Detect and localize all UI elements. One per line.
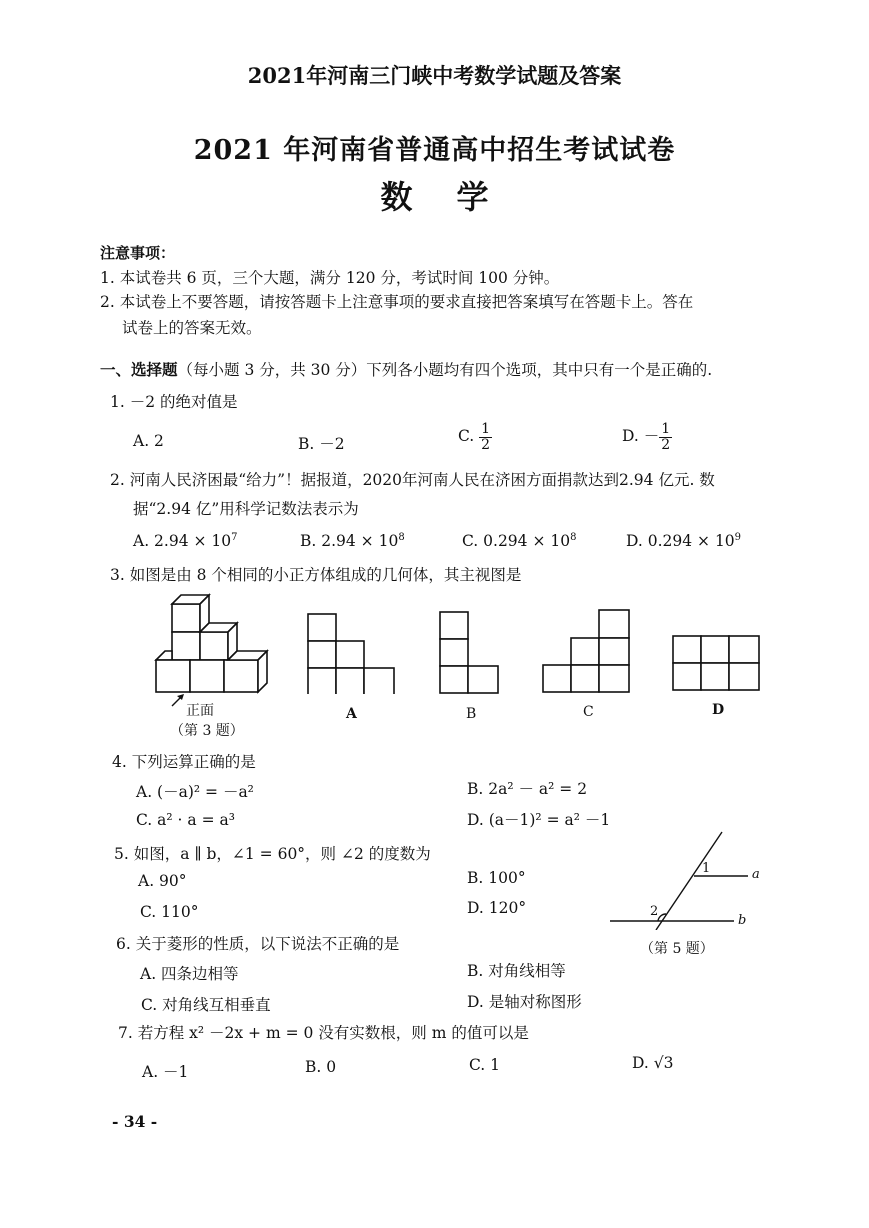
section-1-header — [100, 358, 712, 380]
q1-option-c-fraction: $\frac{1}{2}$ — [481, 421, 491, 453]
line-b-label: b — [738, 913, 747, 928]
q6-option-b: B. 对角线相等 — [467, 962, 566, 980]
q3-solid-figure — [150, 590, 270, 708]
q5-option-c: C. 110° — [140, 903, 199, 921]
angle-1-label: 1 — [702, 861, 711, 876]
section-1-label: 一、选择题 — [100, 360, 178, 379]
q2-option-b: B. $2.94 \times 10^8$ — [300, 532, 405, 551]
q3-option-b-label: B — [466, 706, 477, 722]
q1-stem: 1. －2 的绝对值是 — [110, 393, 238, 411]
exam-title: 2021 年河南省普通高中招生考试试卷 — [193, 135, 676, 166]
q6-option-c: C. 对角线互相垂直 — [141, 996, 271, 1014]
q4-option-d: D. (a－1)² = a² －1 — [467, 811, 611, 829]
cube-top-face — [156, 651, 172, 660]
q6-option-a: A. 四条边相等 — [140, 965, 239, 983]
q3-stem: 3. 如图是由 8 个相同的小正方体组成的几何体，其主视图是 — [110, 566, 522, 584]
q3-figure-caption: （第 3 题） — [170, 723, 244, 739]
q7-option-a: A. －1 — [142, 1063, 189, 1081]
q7-stem: 7. 若方程 x² －2x + m = 0 没有实数根，则 m 的值可以是 — [118, 1024, 529, 1042]
q3-option-d-label: D — [712, 702, 725, 718]
cube-front-face — [200, 632, 228, 660]
q5-option-d: D. 120° — [467, 899, 527, 917]
transversal-line — [656, 832, 722, 930]
notice-item-2-line1: 2. 本试卷上不要答题，请按答题卡上注意事项的要求直接把答案填写在答题卡上。答在 — [100, 293, 694, 311]
q1-option-b: B. －2 — [298, 435, 345, 453]
cube-front-face — [190, 660, 224, 692]
q7-option-b: B. 0 — [305, 1058, 337, 1076]
line-a-label: a — [752, 867, 760, 882]
angle-2-label: 2 — [650, 904, 659, 919]
notice-heading: 注意事项： — [100, 244, 176, 262]
q1-option-d — [622, 422, 672, 452]
q4-option-b: B. 2a² － a² = 2 — [467, 780, 588, 798]
q3-option-a-label: A — [346, 706, 357, 722]
notice-item-2-line2: 试卷上的答案无效。 — [122, 319, 262, 337]
section-1-desc: （每小题 3 分，共 30 分）下列各小题均有四个选项，其中只有一个是正确的. — [177, 361, 713, 379]
q5-figure — [606, 826, 776, 930]
q3-option-c-label: C — [583, 704, 594, 720]
q3-option-b-figure — [438, 608, 502, 694]
q5-stem: 5. 如图，a ∥ b，∠1 = 60°，则 ∠2 的度数为 — [114, 845, 431, 863]
q7-option-c: C. 1 — [469, 1056, 501, 1074]
q7-option-d: D. √3 — [632, 1054, 674, 1072]
cube-front-face — [224, 660, 258, 692]
q4-option-a: A. (－a)² = －a² — [136, 783, 254, 801]
cube-front-face — [172, 632, 200, 660]
document-title: 2021年河南三门峡中考数学试题及答案 — [247, 63, 622, 88]
q2-option-c: C. $0.294 \times 10^8$ — [462, 532, 577, 551]
q6-stem: 6. 关于菱形的性质，以下说法不正确的是 — [116, 935, 400, 953]
q5-option-b: B. 100° — [467, 869, 526, 887]
q6-option-d: D. 是轴对称图形 — [467, 993, 582, 1011]
q4-option-c: C. a² · a = a³ — [136, 811, 235, 829]
q2-stem-line2: 据“2.94 亿”用科学记数法表示为 — [133, 500, 359, 518]
page-number: - 34 - — [112, 1112, 158, 1131]
q2-option-d: D. $0.294 \times 10^9$ — [626, 532, 742, 551]
q5-option-a: A. 90° — [138, 872, 187, 890]
q4-stem: 4. 下列运算正确的是 — [112, 753, 256, 771]
cube-front-face — [172, 604, 200, 632]
q3-option-a-figure — [306, 610, 400, 694]
q3-option-d-figure — [671, 632, 763, 692]
q1-option-c — [458, 422, 492, 452]
q1-option-d-prefix: D. － — [622, 427, 660, 446]
q3-option-c-figure — [541, 606, 633, 694]
q2-stem-line1: 2. 河南人民济困最“给力”！据报道，2020年河南人民在济困方面捐款达到2.94 亿元. 数 — [110, 471, 715, 489]
q3-front-label: 正面 — [186, 703, 214, 719]
q1-option-d-fraction: $\frac{1}{2}$ — [661, 421, 671, 453]
subject-title: 数学 — [380, 178, 533, 216]
q2-option-a: A. $2.94 \times 10^7$ — [133, 532, 238, 551]
cube-front-face — [156, 660, 190, 692]
q1-option-a: A. 2 — [133, 432, 164, 450]
q1-option-c-prefix: C. — [458, 427, 475, 446]
q5-figure-caption: （第 5 题） — [640, 941, 714, 957]
notice-item-1: 1. 本试卷共 6 页，三个大题，满分 120 分，考试时间 100 分钟。 — [100, 269, 560, 287]
